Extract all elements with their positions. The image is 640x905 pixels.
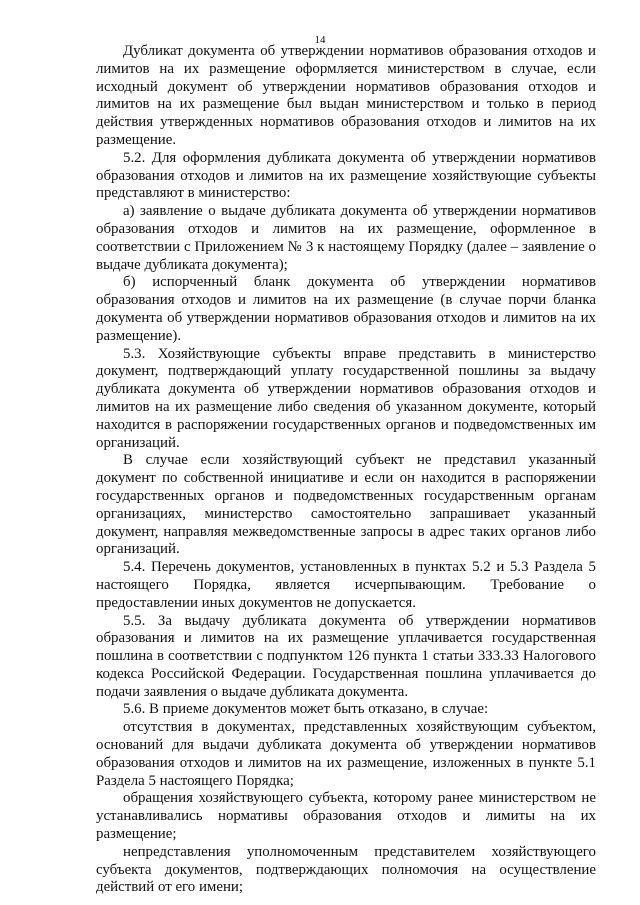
paragraph-5-2-a: а) заявление о выдаче дубликата документа об утверждении нормативов образования отходов и лимитов на их размещение, оформленное в соответствии с Приложением № 3 к настоящему Порядку (далее – заявление о выдаче дубликата документа); <box>96 203 596 273</box>
refusal-reason-3: непредставления уполномоченным представителем хозяйствующего субъекта документов, подтверждающих полномочия на осуществление действий от его имени; <box>96 843 596 896</box>
paragraph-5-2: 5.2. Для оформления дубликата документа об утверждении нормативов образования отходов и лимитов на их размещение хозяйствующие субъекты представляют в министерство: <box>96 149 596 202</box>
paragraph-5-2-b: б) испорченный бланк документа об утверждении нормативов образования отходов и лимитов на их размещение (в случае порчи бланка документа об утверждении нормативов образования отходов и лимитов на их размещение). <box>96 274 596 344</box>
document-body <box>96 43 596 897</box>
paragraph-5-3: 5.3. Хозяйствующие субъекты вправе представить в министерство документ, подтверждающий уплату государственной пошлины за выдачу дубликата документа об утверждении нормативов образования отходов и лимитов на их размещение либо сведения об указанном документе, который находится в распоряжении государственных органов и подведомственных им организаций. <box>96 345 596 451</box>
paragraph-5-3-continued: В случае если хозяйствующий субъект не представил указанный документ по собственной инициативе и если он находится в распоряжении государственных органов и подведомственных государственным органам организациях, министерство самостоятельно запрашивает указанный документ, направляя межведомственные запросы в адрес таких органов либо организаций. <box>96 452 596 558</box>
paragraph-duplicate-conditions: Дубликат документа об утверждении нормативов образования отходов и лимитов на их размещение оформляется министерством в случае, если исходный документ об утверждении нормативов образования отходов и лимитов на их размещение был выдан министерством и только в период действия утвержденных нормативов образования отходов и лимитов на их размещение. <box>96 43 596 148</box>
page-number: 14 <box>314 34 326 46</box>
refusal-reason-1: отсутствия в документах, представленных хозяйствующим субъектом, оснований для выдачи дубликата документа об утверждении нормативов образования отходов и лимитов на их размещение, изложенных в пункте 5.1 Раздела 5 настоящего Порядка; <box>96 719 596 789</box>
paragraph-5-5: 5.5. За выдачу дубликата документа об утверждении нормативов образования и лимитов на их размещение уплачивается государственная пошлина в соответствии с подпунктом 126 пункта 1 статьи 333.33 Налогового кодекса Российской Федерации. Государственная пошлина уплачивается до подачи заявления о выдаче дубликата документа. <box>96 612 596 700</box>
paragraph-5-4: 5.4. Перечень документов, установленных в пунктах 5.2 и 5.3 Раздела 5 настоящего Порядка, является исчерпывающим. Требование о предоставлении иных документов не допускается. <box>96 559 596 611</box>
refusal-reason-2: обращения хозяйствующего субъекта, которому ранее министерством не устанавливались нормативы образования отходов и лимиты на их размещение; <box>96 790 596 843</box>
paragraph-5-6: 5.6. В приеме документов может быть отказано, в случае: <box>123 701 489 718</box>
